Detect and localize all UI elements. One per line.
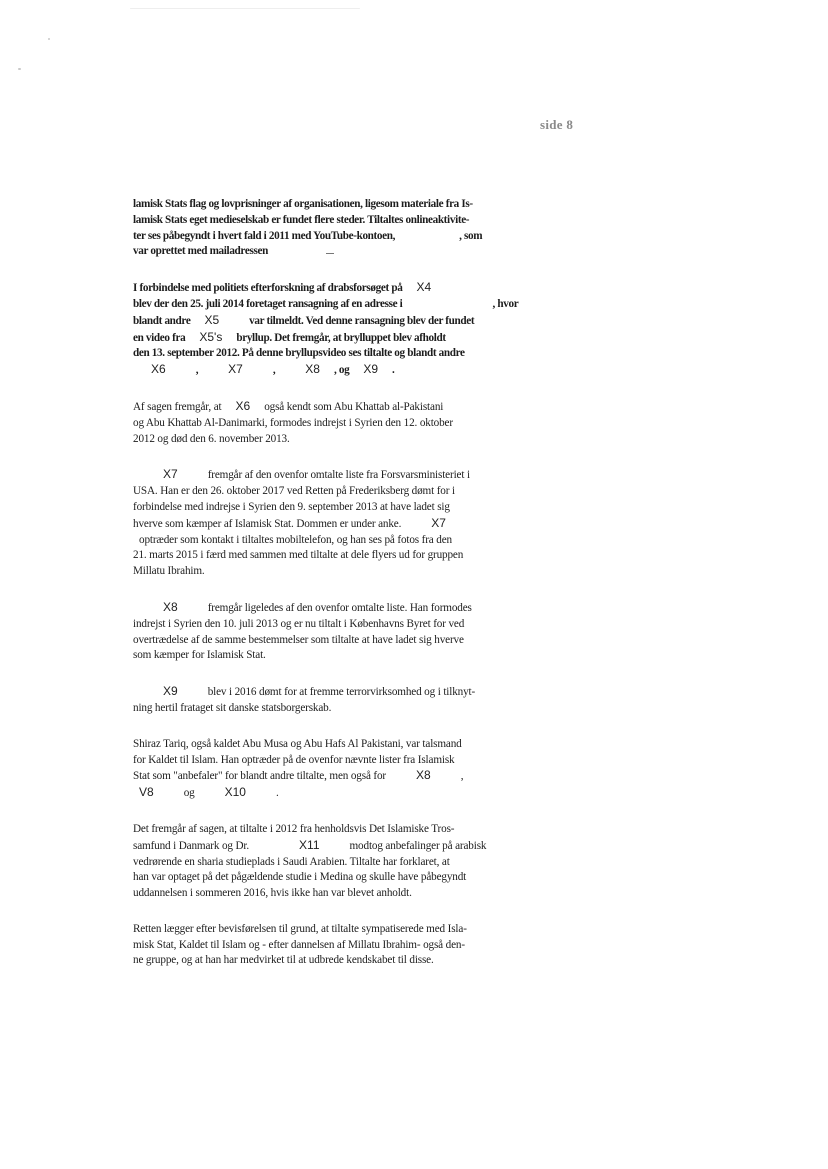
text-segment: Stat som "anbefaler" for blandt andre tiltalte, men også for [133, 770, 387, 783]
redacted-name-code: X9 [363, 362, 379, 377]
text-line [133, 399, 545, 416]
text-segment: , og [333, 364, 350, 377]
text-line [133, 467, 545, 484]
paragraph [133, 399, 545, 447]
text-segment: samfund i Danmark og Dr. [133, 839, 250, 852]
text-line: ning hertil frataget sit danske statsborgerskab. [133, 701, 332, 714]
paragraph [133, 684, 545, 717]
text-segment: hverve som kæmper af Islamisk Stat. Dommen er under anke. [133, 517, 402, 530]
text-segment: , som [459, 229, 483, 242]
text-segment: en video fra [133, 331, 186, 344]
text-segment: , [460, 770, 464, 783]
redacted-name-code: X9 [163, 684, 178, 699]
text-line: Retten lægger efter bevisførelsen til grund, at tiltalte sympatiserede med Isla- [133, 922, 467, 935]
redacted-name-code: X8 [163, 599, 178, 614]
text-segment: blev der den 25. juli 2014 foretaget ransagning af en adresse i [133, 297, 403, 310]
text-line: 21. marts 2015 i færd med sammen med tiltalte at dele flyers ud for gruppen [133, 549, 464, 562]
text-line [133, 313, 545, 330]
paragraph [133, 737, 545, 802]
text-line [133, 684, 545, 701]
text-line [133, 244, 545, 260]
text-line: Det fremgår af sagen, at tiltalte i 2012 fra henholdsvis Det Islamiske Tros- [133, 822, 455, 835]
text-segment: blev i 2016 dømt for at fremme terrorvirksomhed og i tilknyt- [207, 686, 476, 699]
text-line: uddannelsen i sommeren 2016, hvis ikke han var blevet anholdt. [133, 887, 412, 900]
text-segment: modtog anbefalinger på arabisk [349, 839, 487, 852]
text-line: for Kaldet til Islam. Han optræder på de ovenfor nævnte lister fra Islamisk [133, 753, 455, 766]
text-segment: , [195, 364, 199, 377]
redacted-name-code: V8 [139, 785, 154, 800]
text-line: overtrædelse af de samme bestemmelser som tiltalte at have ladet sig hverve [133, 633, 464, 646]
redaction-mark [326, 245, 334, 254]
redacted-name-code: X10 [224, 785, 246, 800]
redacted-name-code: X5 [204, 312, 220, 327]
redacted-name-code: X7 [163, 467, 178, 482]
text-line: lamisk Stats eget medieselskab er fundet flere steder. Tiltaltes onlineaktivite- [133, 213, 470, 226]
paragraph [133, 467, 545, 580]
redacted-name-code: X4 [416, 280, 432, 295]
text-segment: også kendt som Abu Khattab al-Pakistani [264, 400, 444, 413]
text-line: vedrørende en sharia studieplads i Saudi Arabien. Tiltalte har forklaret, at [133, 855, 450, 868]
text-line [133, 838, 545, 855]
text-line: lamisk Stats flag og lovprisninger af organisationen, ligesom materiale fra Is- [133, 198, 473, 210]
text-segment: ter ses påbegyndt i hvert fald i 2011 med YouTube-kontoen, [133, 229, 396, 242]
text-segment: , hvor [492, 297, 519, 310]
text-line [133, 330, 545, 347]
text-segment: , [272, 364, 276, 377]
text-line [133, 600, 545, 617]
redacted-name-code: X6 [235, 398, 251, 413]
text-line [133, 516, 545, 533]
paragraph [133, 197, 545, 260]
redacted-name-code: X8 [416, 768, 431, 783]
text-line: den 13. september 2012. På denne bryllupsvideo ses tiltalte og blandt andre [133, 347, 465, 360]
text-line: optræder som kontakt i tiltaltes mobiltelefon, og han ses på fotos fra den [139, 533, 452, 546]
text-segment: fremgår af den ovenfor omtalte liste fra Forsvarsministeriet i [207, 469, 470, 482]
text-line [133, 280, 545, 297]
paragraph [133, 280, 545, 379]
text-line [133, 229, 545, 245]
text-segment: Af sagen fremgår, at [133, 400, 222, 413]
text-segment: var tilmeldt. Ved denne ransagning blev der fundet [249, 314, 475, 327]
text-line: indrejst i Syrien den 10. juli 2013 og er nu tiltalt i Københavns Byret for ved [133, 617, 465, 630]
redacted-name-code: X7 [431, 515, 446, 530]
text-line: USA. Han er den 26. oktober 2017 ved Retten på Frederiksberg dømt for i [133, 485, 455, 498]
text-segment: fremgår ligeledes af den ovenfor omtalte liste. Han formodes [207, 601, 472, 614]
text-line [133, 362, 545, 379]
text-segment: . [275, 787, 279, 800]
redacted-name-code: X6 [151, 362, 166, 377]
text-line: Millatu Ibrahim. [133, 565, 205, 578]
text-line: ne gruppe, og at han har medvirket til at udbrede kendskabet til disse. [133, 954, 434, 967]
redacted-name-code: X5's [199, 329, 223, 344]
paragraph [133, 922, 545, 969]
redacted-name-code: X11 [299, 837, 320, 852]
text-segment: og [183, 787, 195, 800]
document-body [133, 197, 545, 989]
text-line: Shiraz Tariq, også kaldet Abu Musa og Abu Hafs Al Pakistani, var talsmand [133, 737, 462, 750]
text-segment: blandt andre [133, 314, 191, 327]
scan-mark [48, 38, 50, 40]
text-line [133, 768, 545, 785]
redacted-name-code: X8 [305, 362, 320, 377]
page-number: side 8 [540, 117, 574, 132]
scan-mark [130, 8, 360, 9]
text-line [133, 785, 545, 802]
paragraph [133, 600, 545, 664]
text-line: misk Stat, Kaldet til Islam og - efter dannelsen af Millatu Ibrahim- også den- [133, 938, 465, 951]
text-segment: var oprettet med mailadressen [133, 245, 268, 258]
text-line [133, 297, 545, 313]
text-line: han var optaget på det pågældende studie i Medina og skulle have påbegyndt [133, 871, 467, 884]
text-segment: I forbindelse med politiets efterforskning af drabsforsøget på [133, 282, 403, 295]
scan-mark [18, 68, 21, 70]
text-line: og Abu Khattab Al-Danimarki, formodes indrejst i Syrien den 12. oktober [133, 416, 453, 429]
text-segment: bryllup. Det fremgår, at brylluppet blev afholdt [236, 331, 446, 344]
text-line: 2012 og død den 6. november 2013. [133, 432, 290, 445]
text-line: som kæmper for Islamisk Stat. [133, 649, 266, 662]
text-segment: . [392, 364, 395, 377]
paragraph [133, 822, 545, 902]
text-line: forbindelse med indrejse i Syrien den 9. september 2013 at have ladet sig [133, 500, 450, 513]
redacted-name-code: X7 [228, 362, 243, 377]
